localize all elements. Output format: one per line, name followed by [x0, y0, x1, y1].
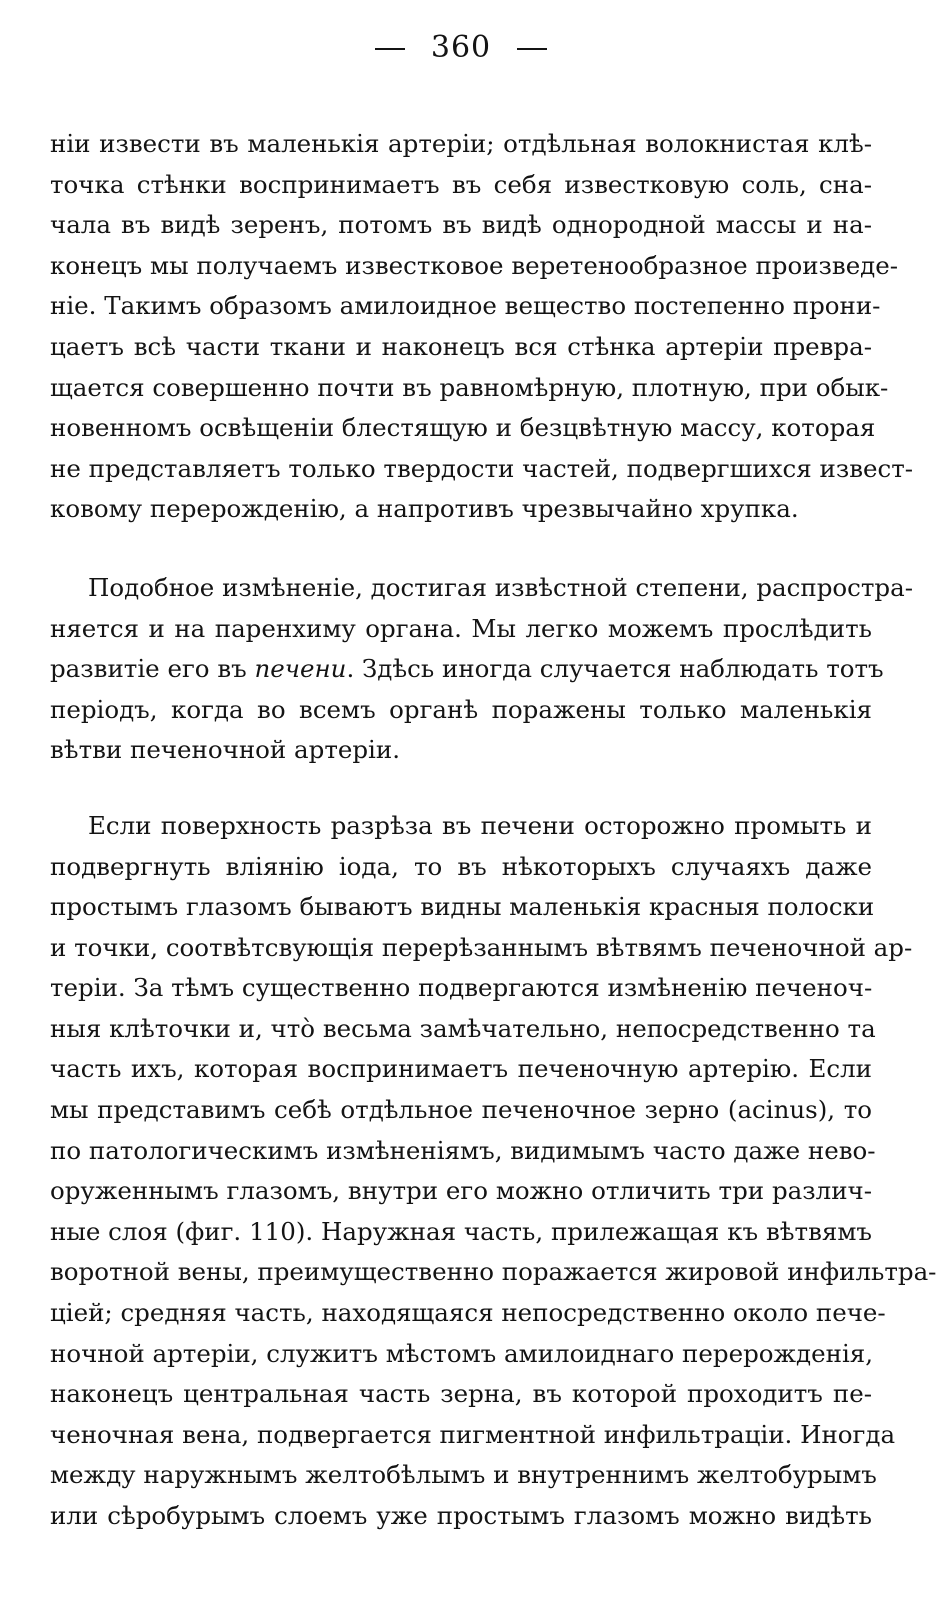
text-line: мы представимъ себѣ отдѣльное печеночное зерно (acinus), то [50, 1095, 872, 1125]
text-line: ціей; средняя часть, находящаяся непосредственно около пече- [50, 1298, 886, 1328]
text-line: по патологическимъ измѣненіямъ, видимымъ часто даже нево- [50, 1135, 876, 1165]
text-line: между наружнымъ желтобѣлымъ и внутреннимъ желтобурымъ [50, 1460, 877, 1490]
text-line: Если поверхность разрѣза въ печени осторожно промыть и [88, 810, 872, 840]
page-number: 360 [430, 30, 492, 65]
text-line: щается совершенно почти въ равномѣрную, плотную, при обык- [50, 372, 889, 402]
text-line: ченочная вена, подвергается пигментной инфильтраціи. Иногда [50, 1419, 896, 1449]
text-line: няется и на паренхиму органа. Мы легко можемъ прослѣдить [50, 613, 872, 643]
text-line: ные слоя (фиг. 110). Наружная часть, прилежащая къ вѣтвямъ [50, 1216, 872, 1246]
text-line: вѣтви печеночной артеріи. [50, 735, 401, 765]
right-dash [517, 48, 547, 50]
text-line: цаетъ всѣ части ткани и наконецъ вся стѣнка артеріи превра- [50, 331, 872, 361]
text-line: новенномъ освѣщеніи блестящую и безцвѣтную массу, которая [50, 413, 876, 443]
text-line: періодъ, когда во всемъ органѣ поражены только маленькія [50, 694, 872, 724]
text-line: конецъ мы получаемъ известковое веретенообразное произведе- [50, 250, 899, 280]
text-segment: . Здѣсь иногда случается наблюдать тотъ [346, 654, 884, 684]
text-line: ніи извести въ маленькія артеріи; отдѣльная волокнистая клѣ- [50, 129, 872, 158]
paragraph-2 [50, 568, 913, 771]
text-line: и точки, соотвѣтсвующія перерѣзаннымъ вѣтвямъ печеночной ар- [50, 932, 913, 962]
text-line: наконецъ центральная часть зерна, въ которой проходитъ пе- [50, 1379, 872, 1409]
text-line: Подобное измѣненіе, достигая извѣстной степени, распростра- [88, 572, 913, 602]
text-line: ніе. Такимъ образомъ амилоидное вещество постепенно прони- [50, 291, 881, 321]
page-header [50, 28, 872, 68]
text-line: воротной вены, преимущественно поражается жировой инфильтра- [50, 1257, 937, 1287]
text-line: чала въ видѣ зеренъ, потомъ въ видѣ однородной массы и на- [50, 210, 872, 240]
text-line: не представляетъ только твердости частей, подвергшихся извест- [50, 453, 914, 483]
italic-term-liver: печени [254, 654, 347, 684]
text-line: или сѣробурымъ слоемъ уже простымъ глазомъ можно видѣть [50, 1501, 872, 1530]
left-dash [375, 48, 405, 50]
text-line: точка стѣнки воспринимаетъ въ себя известковую соль, сна- [50, 169, 872, 199]
text-segment: развитіе его въ [50, 654, 247, 684]
text-line-with-italic [50, 649, 884, 690]
text-line: простымъ глазомъ бываютъ видны маленькія красныя полоски [50, 892, 875, 922]
text-line: оруженнымъ глазомъ, внутри его можно отличить три различ- [50, 1176, 872, 1206]
paragraph-3 [50, 806, 937, 1537]
text-line: ночной артеріи, служитъ мѣстомъ амилоиднаго перерожденія, [50, 1338, 874, 1368]
text-line: ныя клѣточки и, что̀ весьма замѣчательно, непосредственно та [50, 1013, 876, 1043]
text-line: теріи. За тѣмъ существенно подвергаются измѣненію печеноч- [50, 973, 873, 1003]
paragraph-1 [50, 124, 914, 530]
text-line: ковому перерожденію, а напротивъ чрезвычайно хрупка. [50, 494, 799, 524]
text-line: подвергнуть вліянію іода, то въ нѣкоторыхъ случаяхъ даже [50, 851, 872, 881]
text-line: часть ихъ, которая воспринимаетъ печеночную артерію. Если [50, 1054, 872, 1084]
page-content [50, 28, 937, 1537]
